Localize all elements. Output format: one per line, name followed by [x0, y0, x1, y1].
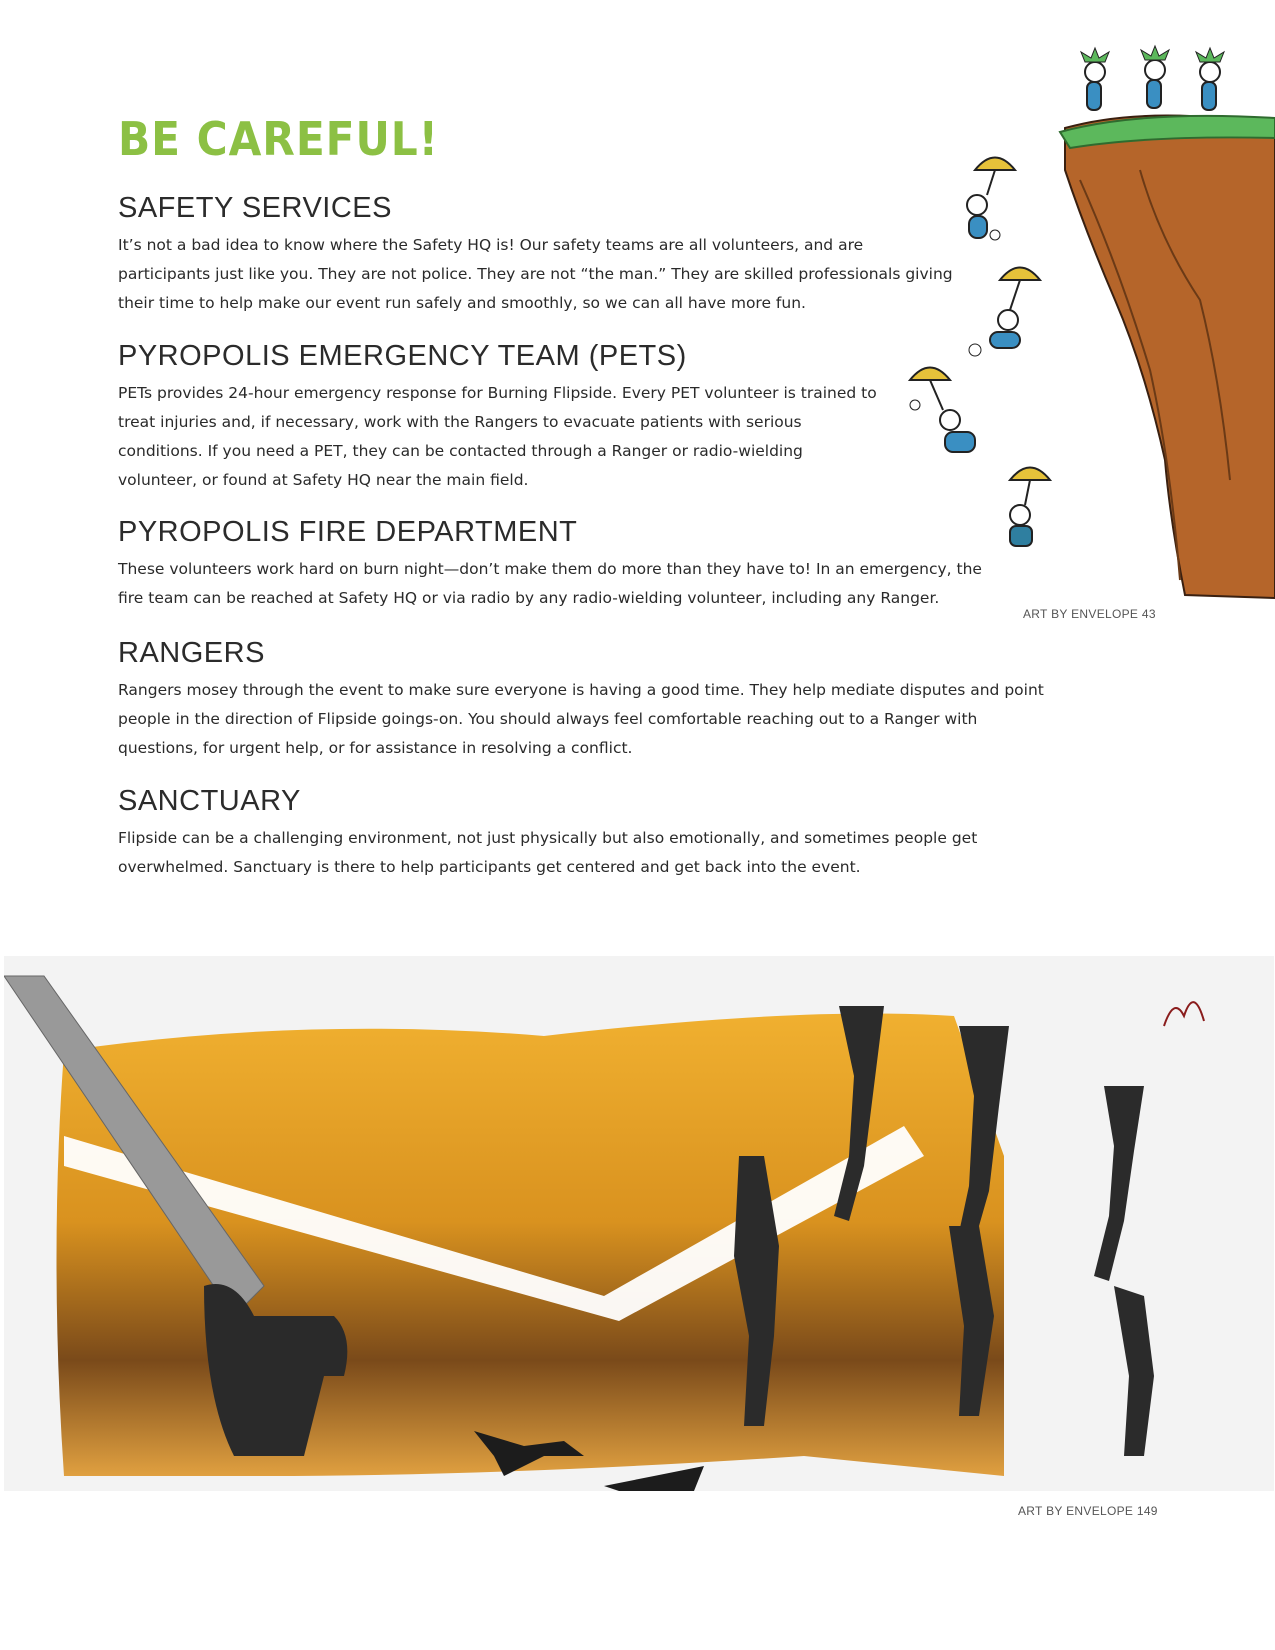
section-heading: RANGERS — [118, 637, 265, 669]
section-pets — [118, 340, 878, 495]
cliff-illustration — [900, 40, 1275, 600]
section-fire-department — [118, 516, 988, 613]
section-safety-services — [118, 192, 958, 318]
art-credit-bottom: ART BY ENVELOPE 149 — [1018, 1504, 1158, 1518]
section-body: Rangers mosey through the event to make sure everyone is having a good time. They help mediate disputes and point people in the direction of Flipside goings-on. You should always feel comfortable reaching out to a Ranger with questions, for urgent help, or for assistance in resolving a conflict. — [118, 681, 1044, 757]
section-heading: SANCTUARY — [118, 785, 301, 817]
section-body: PETs provides 24-hour emergency response for Burning Flipside. Every PET volunteer is trained to treat injuries and, if necessary, work with the Rangers to evacuate patients with serious conditions. If you need a PET, they can be contacted through a Ranger or radio-wielding volunteer, or found at Safety HQ near the main field. — [118, 384, 877, 489]
art-credit-top: ART BY ENVELOPE 43 — [1023, 607, 1156, 621]
section-rangers — [118, 637, 1048, 763]
collage-illustration — [4, 956, 1274, 1491]
section-body: Flipside can be a challenging environment, not just physically but also emotionally, and sometimes people get overwhelmed. Sanctuary is there to help participants get centered and get back into the event. — [118, 829, 978, 876]
section-body: These volunteers work hard on burn night—don’t make them do more than they have to! In an emergency, the fire team can be reached at Safety HQ or via radio by any radio-wielding volunteer, including any Ranger. — [118, 560, 982, 607]
figures-on-cliff — [1081, 46, 1224, 110]
section-heading: PYROPOLIS EMERGENCY TEAM (PETS) — [118, 340, 687, 372]
section-body: It’s not a bad idea to know where the Safety HQ is! Our safety teams are all volunteers, and are participants just like you. They are not police. They are not “the man.” They are skilled professionals giving their time to help make our event run safely and smoothly, so we can all have more fun. — [118, 236, 953, 312]
section-heading: PYROPOLIS FIRE DEPARTMENT — [118, 516, 578, 548]
falling-umbrella-figures — [910, 158, 1050, 547]
section-heading: SAFETY SERVICES — [118, 192, 392, 224]
section-sanctuary — [118, 785, 998, 882]
cliff-shape — [1060, 116, 1275, 598]
page-title: BE CAREFUL! — [118, 112, 439, 166]
